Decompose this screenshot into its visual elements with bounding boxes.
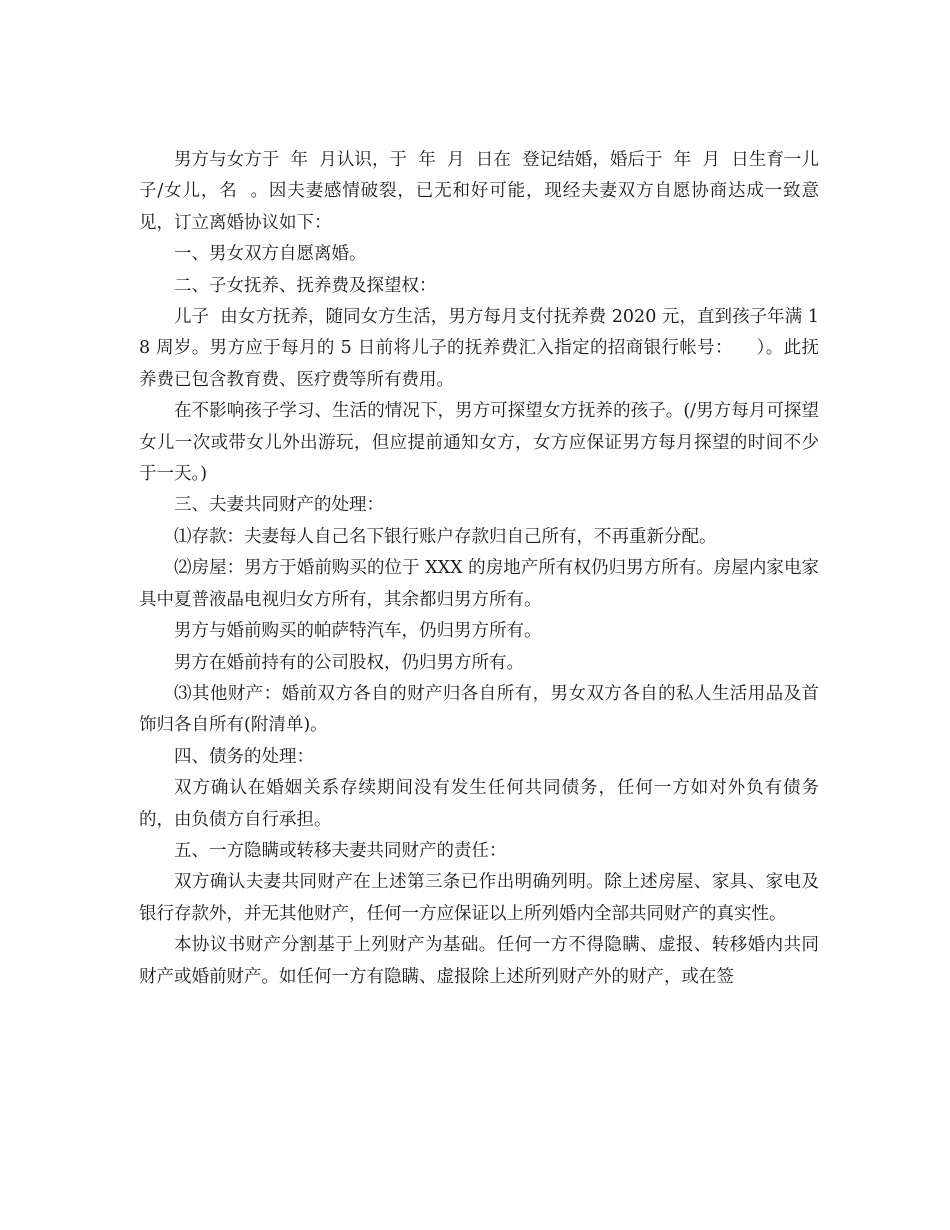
paragraph-car: 男方与婚前购买的帕萨特汽车，仍归男方所有。 [174, 621, 542, 642]
paragraph-property-basis: 本协议书财产分割基于上列财产为基础。任何一方不得隐瞒、虚报、转移婚内共同财产或婚前财产。如任何一方有隐瞒、虚报除上述所列财产外的财产，或在签 [139, 935, 819, 987]
heading-clause-4: 四、债务的处理： [174, 746, 314, 767]
paragraph-house: ⑵房屋：男方于婚前购买的位于 XXX 的房地产所有权仍归男方所有。房屋内家电家具中夏普液晶电视归女方所有，其余都归男方所有。 [139, 558, 819, 610]
heading-clause-5: 五、一方隐瞒或转移夫妻共同财产的责任： [174, 840, 507, 861]
paragraph-equity: 男方在婚前持有的公司股权，仍归男方所有。 [174, 652, 524, 673]
heading-clause-3: 三、夫妻共同财产的处理： [174, 495, 384, 516]
agreement-body [139, 145, 819, 993]
paragraph-property-confirmation: 双方确认夫妻共同财产在上述第三条已作出明确列明。除上述房屋、家具、家电及银行存款外，并无其他财产，任何一方应保证以上所列婚内全部共同财产的真实性。 [139, 872, 819, 924]
paragraph-debts: 双方确认在婚姻关系存续期间没有发生任何共同债务，任何一方如对外负有债务的，由负债方自行承担。 [139, 778, 819, 830]
paragraph-other-property: ⑶其他财产：婚前双方各自的财产归各自所有，男女双方各自的私人生活用品及首饰归各自所有(附清单)。 [139, 683, 819, 736]
heading-clause-2: 二、子女抚养、抚养费及探望权： [174, 275, 437, 296]
paragraph-savings: ⑴存款：夫妻每人自己名下银行账户存款归自己所有，不再重新分配。 [174, 526, 717, 547]
paragraph-child-support: 儿子 由女方抚养，随同女方生活，男方每月支付抚养费 2020 元，直到孩子年满 18 周岁。男方应于每月的 5 日前将儿子的抚养费汇入指定的招商银行帐号： ）。此抚养费已包含教育费、医疗费等所有费用。 [139, 307, 819, 390]
paragraph-intro: 男方与女方于 年 月认识，于 年 月 日在 登记结婚，婚后于 年 月 日生育一儿子/女儿，名 。因夫妻感情破裂，已无和好可能，现经夫妻双方自愿协商达成一致意见，订立离婚协议如下： [139, 150, 819, 233]
heading-clause-1: 一、男女双方自愿离婚。 [174, 244, 367, 265]
paragraph-visitation: 在不影响孩子学习、生活的情况下，男方可探望女方抚养的孩子。(/男方每月可探望女儿一次或带女儿外出游玩，但应提前通知女方，女方应保证男方每月探望的时间不少于一天。) [139, 401, 819, 485]
